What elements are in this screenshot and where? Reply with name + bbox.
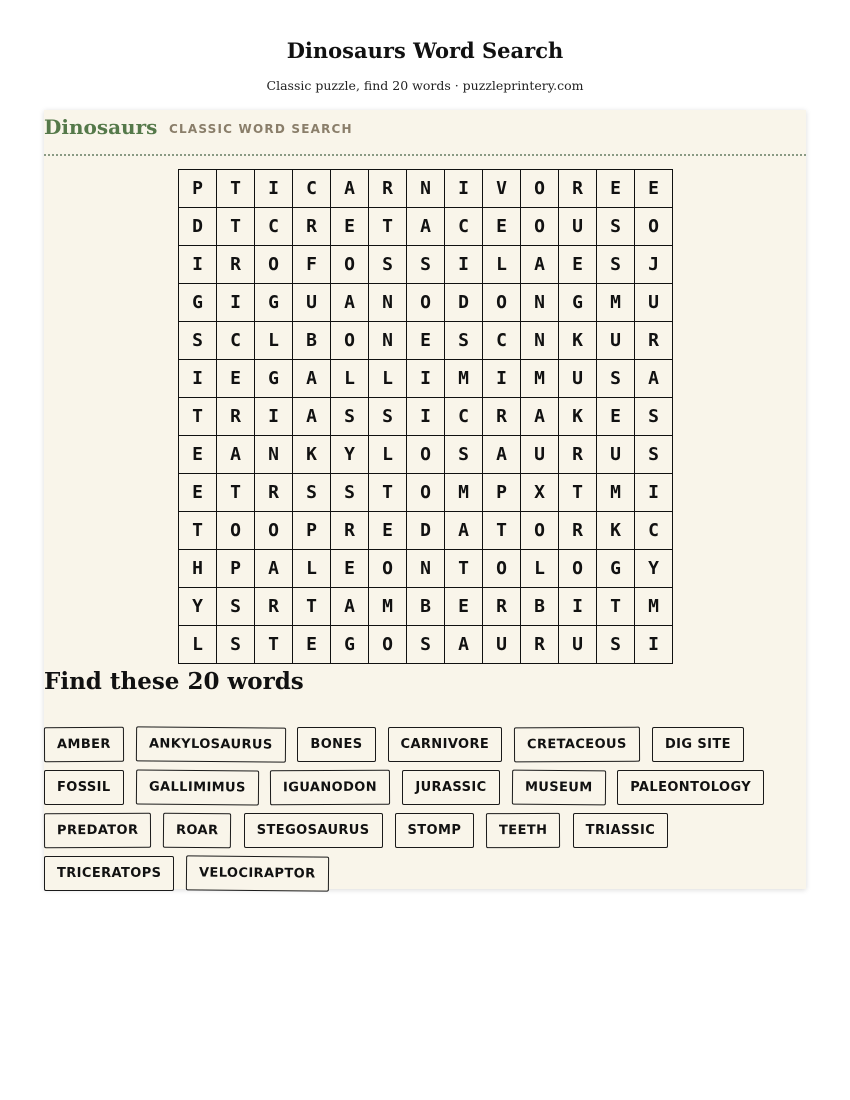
- grid-cell[interactable]: M: [635, 588, 673, 626]
- grid-cell[interactable]: L: [369, 436, 407, 474]
- grid-cell[interactable]: D: [179, 208, 217, 246]
- grid-cell[interactable]: O: [369, 626, 407, 664]
- word-chip: DIG SITE: [652, 727, 744, 762]
- grid-cell[interactable]: A: [217, 436, 255, 474]
- grid-cell[interactable]: C: [217, 322, 255, 360]
- grid-cell[interactable]: O: [483, 284, 521, 322]
- grid-cell[interactable]: S: [597, 208, 635, 246]
- grid-cell[interactable]: S: [331, 398, 369, 436]
- grid-cell[interactable]: N: [255, 436, 293, 474]
- word-chip: AMBER: [44, 727, 124, 762]
- word-chip: CRETACEOUS: [514, 727, 640, 763]
- word-chip: FOSSIL: [44, 770, 124, 805]
- grid-cell[interactable]: L: [293, 550, 331, 588]
- grid-cell[interactable]: Y: [635, 550, 673, 588]
- grid-cell[interactable]: I: [255, 398, 293, 436]
- brand-title: Dinosaurs: [44, 115, 158, 139]
- grid-cell[interactable]: U: [559, 360, 597, 398]
- grid-cell[interactable]: B: [521, 588, 559, 626]
- grid-cell[interactable]: A: [521, 398, 559, 436]
- grid-cell[interactable]: N: [369, 322, 407, 360]
- grid-cell[interactable]: L: [483, 246, 521, 284]
- grid-cell[interactable]: U: [483, 626, 521, 664]
- grid-cell[interactable]: L: [521, 550, 559, 588]
- word-chip: TRIASSIC: [573, 813, 669, 848]
- grid-cell[interactable]: R: [559, 436, 597, 474]
- grid-cell[interactable]: M: [445, 360, 483, 398]
- grid-cell[interactable]: T: [179, 398, 217, 436]
- grid-cell[interactable]: T: [179, 512, 217, 550]
- grid-cell[interactable]: O: [407, 436, 445, 474]
- grid-cell[interactable]: E: [331, 208, 369, 246]
- grid-cell[interactable]: U: [559, 208, 597, 246]
- grid-cell[interactable]: R: [217, 398, 255, 436]
- grid-cell[interactable]: R: [559, 512, 597, 550]
- grid-cell[interactable]: E: [217, 360, 255, 398]
- grid-cell[interactable]: N: [407, 550, 445, 588]
- grid-cell[interactable]: S: [445, 322, 483, 360]
- grid-cell[interactable]: I: [179, 246, 217, 284]
- grid-cell[interactable]: G: [331, 626, 369, 664]
- grid-cell[interactable]: O: [483, 550, 521, 588]
- grid-cell[interactable]: R: [521, 626, 559, 664]
- grid-cell[interactable]: E: [483, 208, 521, 246]
- word-chip: CARNIVORE: [388, 727, 503, 762]
- grid-cell[interactable]: T: [483, 512, 521, 550]
- grid-cell[interactable]: P: [217, 550, 255, 588]
- grid-cell[interactable]: A: [521, 246, 559, 284]
- grid-cell[interactable]: V: [483, 170, 521, 208]
- word-list: [44, 727, 806, 891]
- card-header: [44, 110, 806, 156]
- grid-cell[interactable]: E: [559, 246, 597, 284]
- grid-cell[interactable]: R: [255, 474, 293, 512]
- grid-cell[interactable]: O: [255, 512, 293, 550]
- grid-cell[interactable]: M: [597, 284, 635, 322]
- grid-cell[interactable]: E: [635, 170, 673, 208]
- grid-cell[interactable]: G: [597, 550, 635, 588]
- grid-cell[interactable]: I: [445, 170, 483, 208]
- grid-cell[interactable]: P: [179, 170, 217, 208]
- grid-cell[interactable]: A: [445, 512, 483, 550]
- grid-cell[interactable]: I: [445, 246, 483, 284]
- grid-cell[interactable]: G: [255, 360, 293, 398]
- grid-cell[interactable]: A: [445, 626, 483, 664]
- grid-cell[interactable]: R: [635, 322, 673, 360]
- grid-cell[interactable]: A: [293, 398, 331, 436]
- grid-cell[interactable]: S: [369, 398, 407, 436]
- word-chip: ROAR: [163, 813, 232, 849]
- word-chip: STEGOSAURUS: [244, 813, 383, 848]
- grid-cell[interactable]: R: [255, 588, 293, 626]
- grid-cell[interactable]: S: [331, 474, 369, 512]
- grid-cell[interactable]: O: [635, 208, 673, 246]
- word-list-heading: Find these 20 words: [44, 668, 304, 695]
- grid-cell[interactable]: I: [483, 360, 521, 398]
- grid-cell[interactable]: T: [369, 208, 407, 246]
- word-chip: IGUANODON: [270, 770, 390, 806]
- grid-cell[interactable]: U: [597, 436, 635, 474]
- grid-cell[interactable]: P: [293, 512, 331, 550]
- grid-cell[interactable]: O: [331, 246, 369, 284]
- grid-cell[interactable]: O: [521, 512, 559, 550]
- grid-cell[interactable]: K: [559, 398, 597, 436]
- grid-cell[interactable]: T: [217, 170, 255, 208]
- grid-cell[interactable]: R: [559, 170, 597, 208]
- grid-cell[interactable]: E: [597, 398, 635, 436]
- grid-cell[interactable]: O: [407, 474, 445, 512]
- grid-cell[interactable]: R: [483, 398, 521, 436]
- grid-cell[interactable]: I: [635, 626, 673, 664]
- grid-cell[interactable]: S: [369, 246, 407, 284]
- grid-cell[interactable]: L: [331, 360, 369, 398]
- grid-cell[interactable]: I: [635, 474, 673, 512]
- grid-cell[interactable]: R: [369, 170, 407, 208]
- letter-grid: [178, 169, 673, 664]
- grid-cell[interactable]: E: [331, 550, 369, 588]
- grid-cell[interactable]: U: [597, 322, 635, 360]
- grid-cell[interactable]: A: [635, 360, 673, 398]
- grid-cell[interactable]: O: [521, 208, 559, 246]
- grid-cell[interactable]: C: [483, 322, 521, 360]
- grid-cell[interactable]: N: [521, 284, 559, 322]
- grid-cell[interactable]: S: [293, 474, 331, 512]
- grid-cell[interactable]: C: [445, 208, 483, 246]
- grid-cell[interactable]: T: [445, 550, 483, 588]
- grid-cell[interactable]: E: [179, 436, 217, 474]
- grid-cell[interactable]: T: [559, 474, 597, 512]
- grid-cell[interactable]: E: [445, 588, 483, 626]
- grid-cell[interactable]: M: [597, 474, 635, 512]
- grid-cell[interactable]: T: [217, 208, 255, 246]
- grid-cell[interactable]: E: [179, 474, 217, 512]
- word-chip: TRICERATOPS: [44, 856, 174, 891]
- grid-cell[interactable]: A: [331, 588, 369, 626]
- grid-cell[interactable]: M: [369, 588, 407, 626]
- grid-cell[interactable]: O: [559, 550, 597, 588]
- grid-cell[interactable]: U: [293, 284, 331, 322]
- grid-cell[interactable]: P: [483, 474, 521, 512]
- word-chip: VELOCIRAPTOR: [186, 855, 329, 891]
- grid-cell[interactable]: D: [407, 512, 445, 550]
- grid-cell[interactable]: S: [407, 246, 445, 284]
- grid-cell[interactable]: G: [559, 284, 597, 322]
- grid-cell[interactable]: S: [407, 626, 445, 664]
- grid-cell[interactable]: N: [369, 284, 407, 322]
- grid-cell[interactable]: S: [635, 398, 673, 436]
- grid-cell[interactable]: H: [179, 550, 217, 588]
- word-chip: BONES: [297, 727, 375, 762]
- grid-cell[interactable]: J: [635, 246, 673, 284]
- grid-cell[interactable]: I: [179, 360, 217, 398]
- grid-cell[interactable]: T: [255, 626, 293, 664]
- grid-cell[interactable]: G: [179, 284, 217, 322]
- grid-cell[interactable]: L: [369, 360, 407, 398]
- grid-cell[interactable]: T: [217, 474, 255, 512]
- grid-cell[interactable]: O: [407, 284, 445, 322]
- word-chip: JURASSIC: [402, 770, 499, 805]
- grid-cell[interactable]: Y: [179, 588, 217, 626]
- grid-cell[interactable]: A: [483, 436, 521, 474]
- grid-cell[interactable]: O: [255, 246, 293, 284]
- grid-cell[interactable]: T: [293, 588, 331, 626]
- grid-cell[interactable]: I: [559, 588, 597, 626]
- grid-cell[interactable]: O: [521, 170, 559, 208]
- grid-cell[interactable]: M: [521, 360, 559, 398]
- grid-cell[interactable]: K: [597, 512, 635, 550]
- grid-cell[interactable]: C: [293, 170, 331, 208]
- grid-cell[interactable]: Y: [331, 436, 369, 474]
- word-chip: STOMP: [395, 813, 475, 848]
- page-subtitle: Classic puzzle, find 20 words · puzzleprintery.com: [266, 78, 584, 93]
- grid-cell[interactable]: B: [293, 322, 331, 360]
- tagline: CLASSIC WORD SEARCH: [169, 122, 353, 136]
- grid-cell[interactable]: E: [407, 322, 445, 360]
- grid-cell[interactable]: R: [331, 512, 369, 550]
- grid-cell[interactable]: E: [369, 512, 407, 550]
- grid-cell[interactable]: E: [293, 626, 331, 664]
- word-chip: MUSEUM: [511, 770, 605, 806]
- page-title: Dinosaurs Word Search: [286, 38, 564, 63]
- grid-cell[interactable]: U: [521, 436, 559, 474]
- grid-cell[interactable]: I: [407, 398, 445, 436]
- grid-cell[interactable]: O: [369, 550, 407, 588]
- grid-cell[interactable]: I: [407, 360, 445, 398]
- grid-cell[interactable]: C: [635, 512, 673, 550]
- grid-cell[interactable]: B: [407, 588, 445, 626]
- grid-cell[interactable]: T: [369, 474, 407, 512]
- grid-cell[interactable]: F: [293, 246, 331, 284]
- grid-cell[interactable]: R: [217, 246, 255, 284]
- grid-cell[interactable]: S: [217, 588, 255, 626]
- grid-cell[interactable]: S: [597, 246, 635, 284]
- grid-cell[interactable]: O: [217, 512, 255, 550]
- grid-cell[interactable]: S: [217, 626, 255, 664]
- grid-cell[interactable]: A: [293, 360, 331, 398]
- grid-cell[interactable]: S: [179, 322, 217, 360]
- word-chip: GALLIMIMUS: [135, 769, 258, 805]
- grid-cell[interactable]: K: [293, 436, 331, 474]
- word-chip: TEETH: [486, 813, 561, 848]
- grid-cell[interactable]: L: [255, 322, 293, 360]
- grid-cell[interactable]: R: [293, 208, 331, 246]
- grid-cell[interactable]: A: [255, 550, 293, 588]
- grid-cell[interactable]: T: [597, 588, 635, 626]
- grid-cell[interactable]: G: [255, 284, 293, 322]
- word-chip: ANKYLOSAURUS: [136, 726, 286, 762]
- grid-cell[interactable]: C: [255, 208, 293, 246]
- grid-cell[interactable]: A: [331, 284, 369, 322]
- grid-cell[interactable]: N: [407, 170, 445, 208]
- grid-cell[interactable]: A: [407, 208, 445, 246]
- grid-cell[interactable]: U: [635, 284, 673, 322]
- grid-cell[interactable]: X: [521, 474, 559, 512]
- grid-cell[interactable]: C: [445, 398, 483, 436]
- grid-cell[interactable]: E: [597, 170, 635, 208]
- grid-cell[interactable]: R: [483, 588, 521, 626]
- grid-cell[interactable]: U: [559, 626, 597, 664]
- grid-cell[interactable]: S: [597, 360, 635, 398]
- puzzle-card: [44, 110, 806, 889]
- grid-cell[interactable]: A: [331, 170, 369, 208]
- grid-cell[interactable]: M: [445, 474, 483, 512]
- word-chip: PALEONTOLOGY: [617, 770, 764, 805]
- word-chip: PREDATOR: [44, 813, 152, 849]
- grid-cell[interactable]: I: [217, 284, 255, 322]
- grid-cell[interactable]: S: [635, 436, 673, 474]
- grid-cell[interactable]: O: [331, 322, 369, 360]
- grid-cell[interactable]: S: [597, 626, 635, 664]
- grid-cell[interactable]: S: [445, 436, 483, 474]
- grid-cell[interactable]: N: [521, 322, 559, 360]
- grid-cell[interactable]: D: [445, 284, 483, 322]
- grid-cell[interactable]: L: [179, 626, 217, 664]
- grid-cell[interactable]: K: [559, 322, 597, 360]
- grid-cell[interactable]: I: [255, 170, 293, 208]
